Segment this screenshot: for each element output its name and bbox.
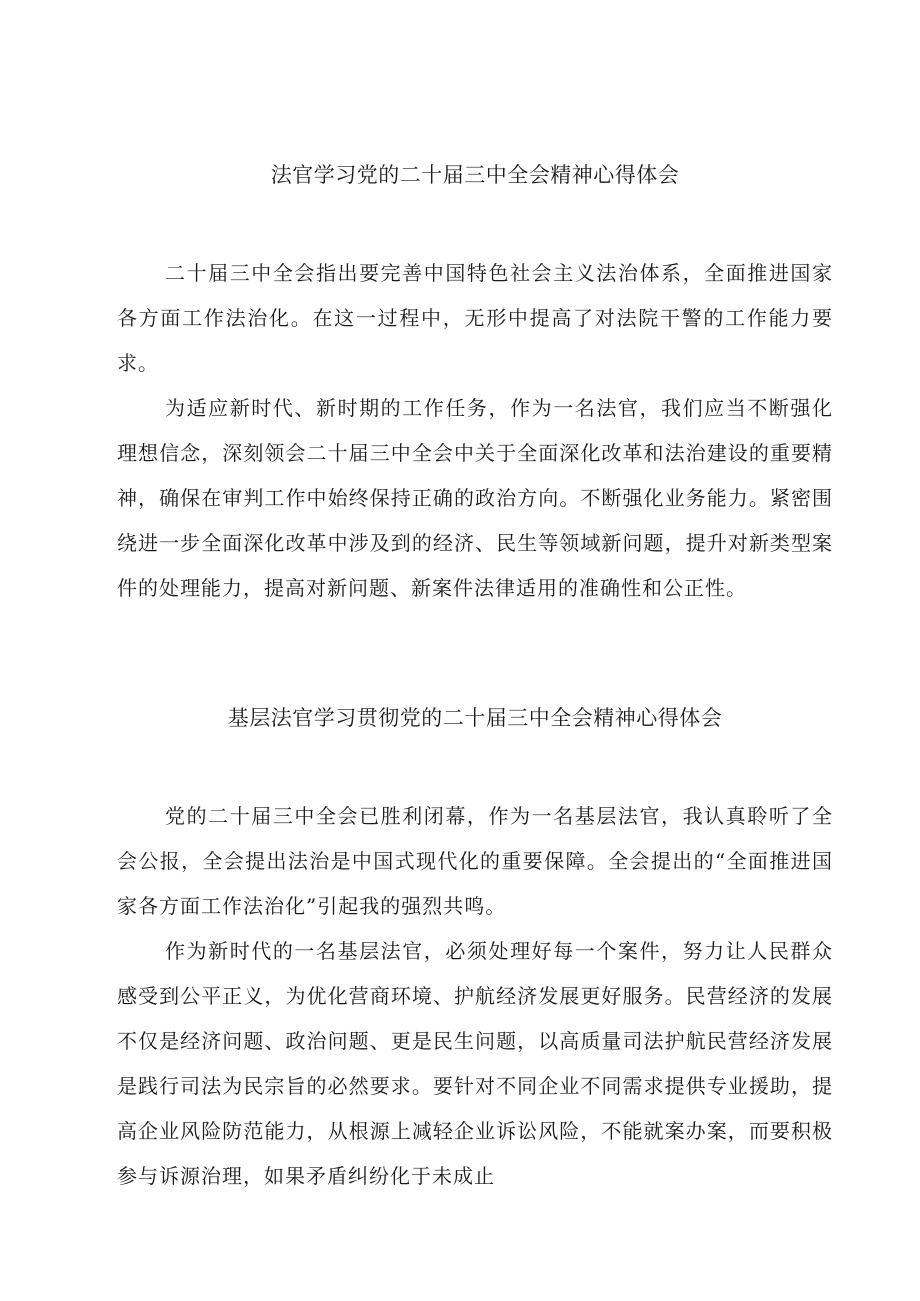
- paragraph: 为适应新时代、新时期的工作任务，作为一名法官，我们应当不断强化理想信念，深刻领会二十届三中全会中关于全面深化改革和法治建设的重要精神，确保在审判工作中始终保持正确的政治方向。不断强化业务能力。紧密围绕进一步全面深化改革中涉及到的经济、民生等领域新问题，提升对新类型案件的处理能力，提高对新问题、新案件法律适用的准确性和公正性。: [117, 396, 833, 600]
- paragraph: 作为新时代的一名基层法官，必须处理好每一个案件，努力让人民群众感受到公平正义，为优化营商环境、护航经济发展更好服务。民营经济的发展不仅是经济问题、政治问题、更是民生问题，以高质量司法护航民营经济发展是践行司法为民宗旨的必然要求。要针对不同企业不同需求提供专业援助，提高企业风险防范能力，从根源上减轻企业诉讼风险，不能就案办案，而要积极参与诉源治理，如果矛盾纠纷化于未成止: [117, 939, 833, 1188]
- article-title-2: 基层法官学习贯彻党的二十届三中全会精神心得体会: [227, 706, 723, 730]
- article-section-1: [117, 155, 833, 611]
- paragraph: 党的二十届三中全会已胜利闭幕，作为一名基层法官，我认真聆听了全会公报，全会提出法治是中国式现代化的重要保障。全会提出的“全面推进国家各方面工作法治化”引起我的强烈共鸣。: [117, 804, 833, 918]
- article-section-2: [117, 698, 833, 1199]
- paragraph: 二十届三中全会指出要完善中国特色社会主义法治体系，全面推进国家各方面工作法治化。在这一过程中，无形中提高了对法院干警的工作能力要求。: [117, 261, 833, 375]
- article-title-1: 法官学习党的二十届三中全会精神心得体会: [270, 163, 680, 187]
